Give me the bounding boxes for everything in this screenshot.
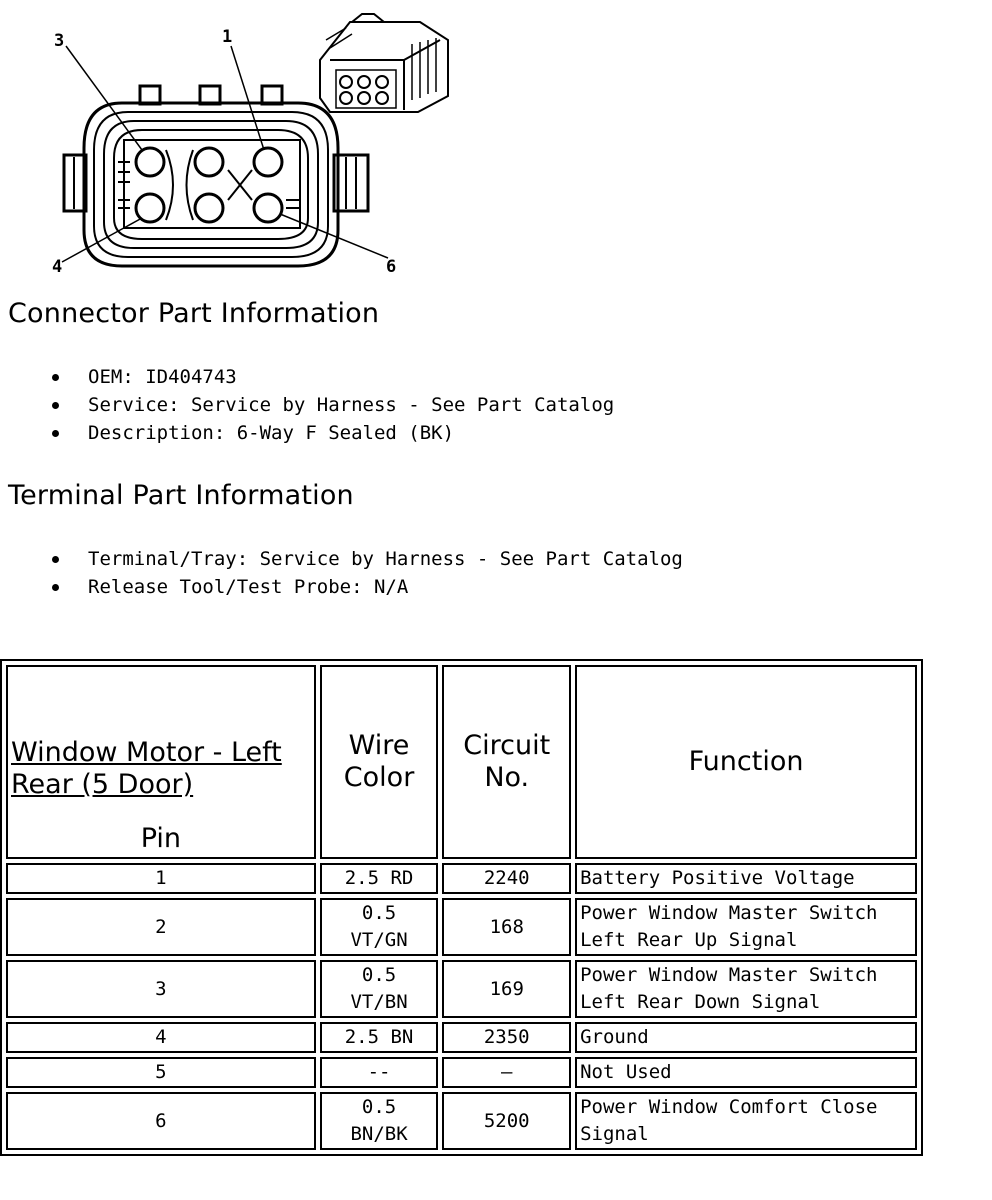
connector-iso-icon (320, 14, 448, 112)
table-row (6, 898, 917, 956)
callout-6: 6 (386, 257, 397, 277)
list-item-description: Description: 6-Way F Sealed (BK) (48, 419, 614, 447)
cell-function: Power Window Master Switch Left Rear Down Signal (575, 960, 917, 1018)
table-row (6, 1092, 917, 1150)
cell-circuit: 2240 (442, 863, 571, 894)
header-circuit-no: Circuit No. (442, 665, 571, 859)
header-pin-label: Pin (140, 823, 182, 854)
table-header-row (6, 665, 917, 859)
list-item-oem: OEM: ID404743 (48, 363, 614, 391)
header-wire-color: Wire Color (320, 665, 439, 859)
connector-info-list (48, 363, 614, 447)
cell-circuit: 5200 (442, 1092, 571, 1150)
table-title: Window Motor - Left Rear (5 Door) (11, 737, 282, 800)
cell-pin: 5 (6, 1057, 316, 1088)
table-row (6, 960, 917, 1018)
cell-wire-color: 0.5 VT/GN (320, 898, 439, 956)
table-row (6, 1057, 917, 1088)
cell-wire-color: 2.5 BN (320, 1022, 439, 1053)
cell-circuit: 2350 (442, 1022, 571, 1053)
list-item-terminal-tray: Terminal/Tray: Service by Harness - See Part Catalog (48, 545, 683, 573)
cell-wire-color: 0.5 VT/BN (320, 960, 439, 1018)
callout-1: 1 (222, 27, 233, 47)
cell-wire-color: 0.5 BN/BK (320, 1092, 439, 1150)
callout-4: 4 (52, 257, 63, 277)
cell-pin: 3 (6, 960, 316, 1018)
cell-pin: 2 (6, 898, 316, 956)
cell-wire-color: 2.5 RD (320, 863, 439, 894)
cell-circuit: 169 (442, 960, 571, 1018)
list-item-release-tool: Release Tool/Test Probe: N/A (48, 573, 683, 601)
terminal-info-list (48, 545, 683, 601)
cell-function: Power Window Master Switch Left Rear Up Signal (575, 898, 917, 956)
cell-function: Not Used (575, 1057, 917, 1088)
cell-wire-color: -- (320, 1057, 439, 1088)
cell-function: Battery Positive Voltage (575, 863, 917, 894)
connector-info-heading: Connector Part Information (8, 298, 380, 329)
cell-pin: 6 (6, 1092, 316, 1150)
cell-pin: 4 (6, 1022, 316, 1053)
table-row (6, 863, 917, 894)
header-function: Function (575, 665, 917, 859)
pinout-table (0, 659, 923, 1156)
list-item-service: Service: Service by Harness - See Part Catalog (48, 391, 614, 419)
callout-3: 3 (54, 31, 65, 51)
cell-function: Ground (575, 1022, 917, 1053)
table-row (6, 1022, 917, 1053)
connector-diagram (0, 0, 470, 290)
cell-circuit: — (442, 1057, 571, 1088)
cell-pin: 1 (6, 863, 316, 894)
header-pin (6, 665, 316, 859)
cell-function: Power Window Comfort Close Signal (575, 1092, 917, 1150)
cell-circuit: 168 (442, 898, 571, 956)
terminal-info-heading: Terminal Part Information (8, 480, 354, 511)
